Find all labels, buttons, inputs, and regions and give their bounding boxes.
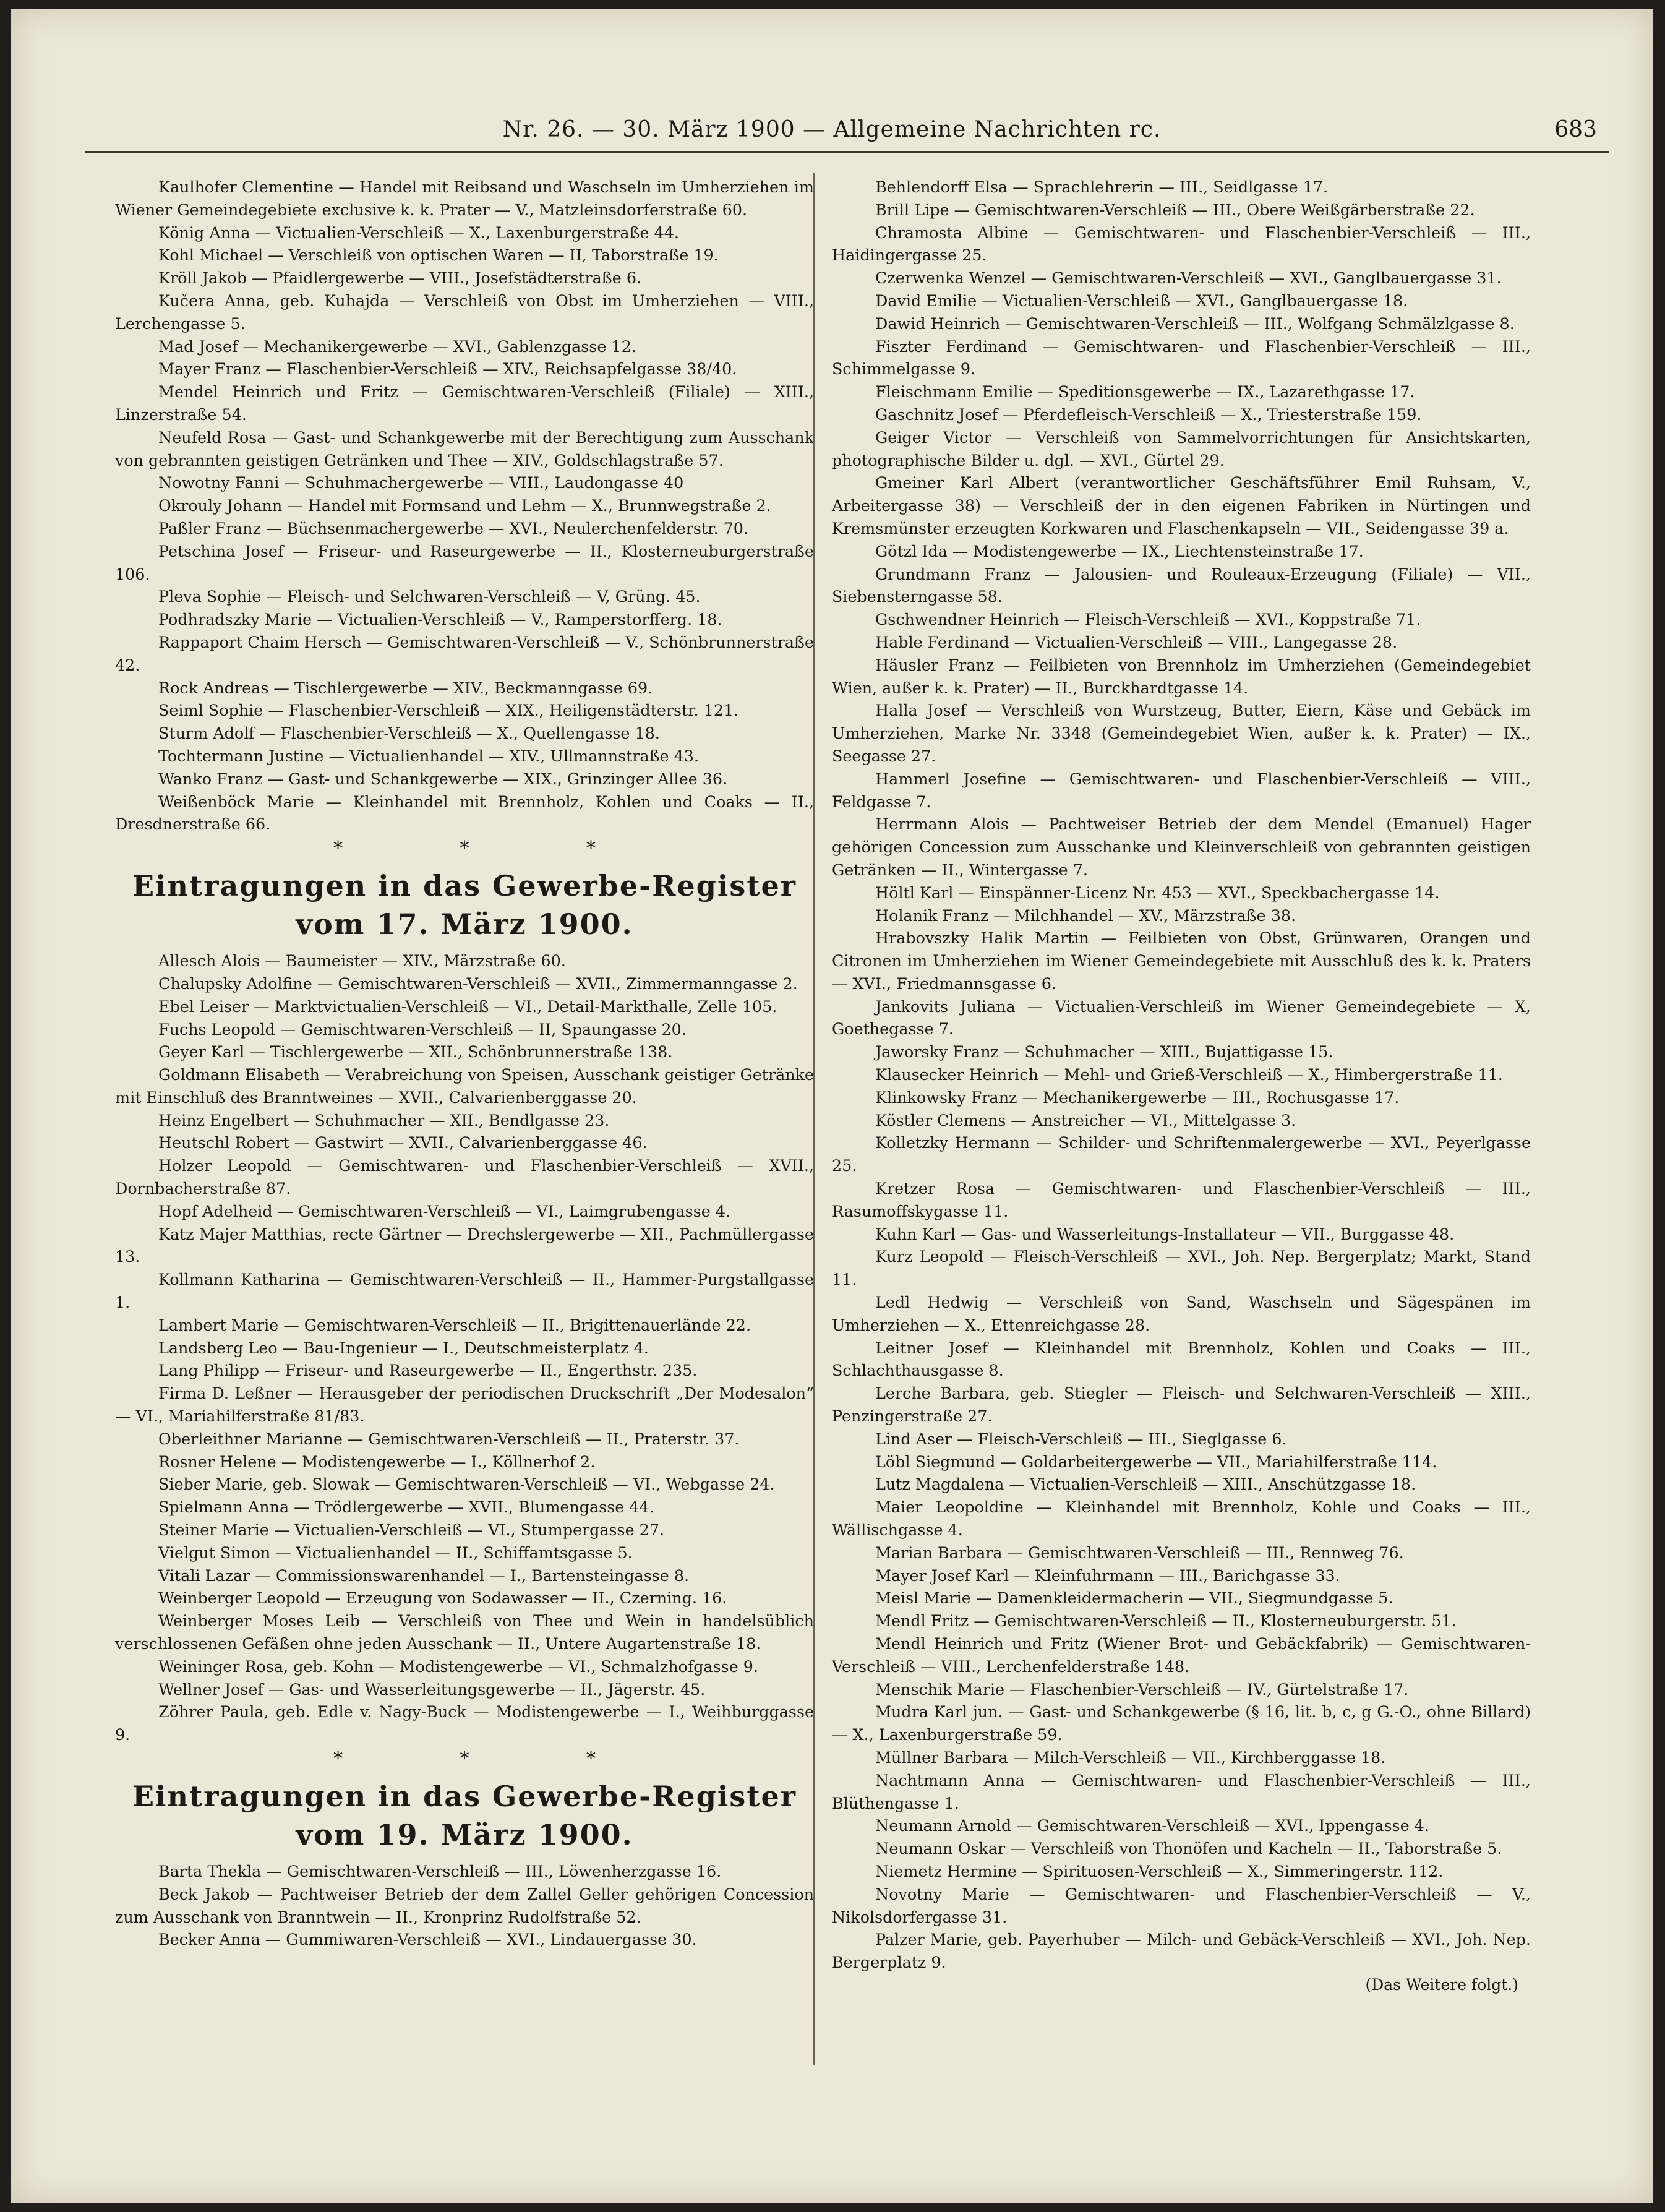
register-entry: Lang Philipp — Friseur- und Raseurgewerbe — II., Engerthstr. 235. [158,1361,698,1380]
register-entry: Gaschnitz Josef — Pferdefleisch-Verschleiß — X., Triesterstraße 159. [875,405,1422,424]
register-entry: Podhradszky Marie — Victualien-Verschleiß — V., Ramperstorfferg. 18. [158,610,722,629]
left-column [115,176,814,1951]
register-entry: Kurz Leopold — Fleisch-Verschleiß — XVI., Joh. Nep. Bergerplatz; Markt, Stand 11. [832,1247,1531,1289]
register-entry: Menschik Marie — Flaschenbier-Verschleiß — IV., Gürtelstraße 17. [875,1679,1409,1699]
register-entry: Kretzer Rosa — Gemischtwaren- und Flaschenbier-Verschleiß — III., Rasumoffskygasse 11. [832,1179,1531,1220]
register-entry: Maier Leopoldine — Kleinhandel mit Brennholz, Kohle und Coaks — III., Wällischgasse 4. [832,1498,1531,1540]
register-entry: Kohl Michael — Verschleiß von optischen Waren — II, Taborstraße 19. [158,246,719,265]
register-entry: Becker Anna — Gummiwaren-Verschleiß — XVI., Lindauergasse 30. [158,1930,697,1949]
register-entry: Köstler Clemens — Anstreicher — VI., Mittelgasse 3. [875,1110,1296,1130]
register-entry: Mendel Heinrich und Fritz — Gemischtwaren-Verschleiß (Filiale) — XIII., Linzerstraße 54. [115,382,814,424]
register-entry: Sieber Marie, geb. Slowak — Gemischtwaren-Verschleiß — VI., Webgasse 24. [158,1475,775,1494]
register-entry: Götzl Ida — Modistengewerbe — IX., Liechtensteinstraße 17. [875,541,1364,560]
register-entry: Geyer Karl — Tischlergewerbe — XII., Schönbrunnerstraße 138. [158,1042,673,1061]
section-heading-line2: vom 19. März 1900. [296,1818,633,1851]
register-entry: Löbl Siegmund — Goldarbeitergewerbe — VII., Mariahilferstraße 114. [875,1452,1437,1471]
register-entry: Firma D. Leßner — Herausgeber der periodischen Druckschrift „Der Modesalon“ — VI., Mariahilferstraße 81/83. [115,1384,814,1426]
register-entry: Mendl Fritz — Gemischtwaren-Verschleiß — II., Klosterneuburgerstr. 51. [875,1611,1457,1631]
register-entry: Kolletzky Hermann — Schilder- und Schriftenmalergewerbe — XVI., Peyerlgasse 25. [832,1133,1531,1175]
register-entry: Häusler Franz — Feilbieten von Brennholz im Umherziehen (Gemeindegebiet Wien, außer k. k. Prater) — II., Burckhardtgasse 14. [832,655,1531,697]
register-entry: Geiger Victor — Verschleiß von Sammelvorrichtungen für Ansichtskarten, photographische Bilder u. dgl. — XVI., Gürtel 29. [832,427,1531,469]
register-entry: Lind Aser — Fleisch-Verschleiß — III., Sieglgasse 6. [875,1429,1287,1448]
register-entry: Beck Jakob — Pachtweiser Betrieb der dem Zallel Geller gehörigen Concession zum Ausschank von Branntwein — II., Kronprinz Rudolfstraße 52. [115,1884,814,1926]
entries-march-19 [115,1860,814,1951]
register-entry: Leitner Josef — Kleinhandel mit Brennholz, Kohlen und Coaks — III., Schlachthausgasse 8. [832,1338,1531,1380]
register-entry: Meisl Marie — Damenkleidermacherin — VII., Siegmundgasse 5. [875,1588,1393,1608]
register-entry: Kaulhofer Clementine — Handel mit Reibsand und Waschseln im Umherziehen im Wiener Gemeindegebiete exclusive k. k. Prater — V., Matzleinsdorferstraße 60. [115,178,814,219]
register-entry: Nachtmann Anna — Gemischtwaren- und Flaschenbier-Verschleiß — III., Blüthengasse 1. [832,1770,1531,1812]
register-entry: Hopf Adelheid — Gemischtwaren-Verschleiß — VI., Laimgrubengasse 4. [158,1201,731,1220]
register-entry: Niemetz Hermine — Spirituosen-Verschleiß — X., Simmeringerstr. 112. [875,1861,1444,1880]
register-entry: Grundmann Franz — Jalousien- und Rouleaux-Erzeugung (Filiale) — VII., Siebensterngasse 58. [832,564,1531,606]
register-entry: Klinkowsky Franz — Mechanikergewerbe — III., Rochusgasse 17. [875,1087,1400,1107]
register-entry: Mudra Karl jun. — Gast- und Schankgewerbe (§ 16, lit. b, c, g G.-O., ohne Billard) — X., Laxenburgerstraße 59. [832,1702,1531,1744]
register-entry: Brill Lipe — Gemischtwaren-Verschleiß — III., Obere Weißgärberstraße 22. [875,200,1475,219]
register-entry: König Anna — Victualien-Verschleiß — X., Laxenburgerstraße 44. [158,223,679,242]
register-entry: Neufeld Rosa — Gast- und Schankgewerbe mit der Berechtigung zum Ausschank von gebrannten geistigen Getränken und Thee — XIV., Goldschlagstraße 57. [115,427,814,469]
register-entry: Heinz Engelbert — Schuhmacher — XII., Bendlgasse 23. [158,1110,610,1130]
page-number: 683 [1554,117,1597,142]
register-entry: Chalupsky Adolfine — Gemischtwaren-Verschleiß — XVII., Zimmermanngasse 2. [158,974,798,993]
right-entries [832,176,1531,1974]
register-entry: Novotny Marie — Gemischtwaren- und Flaschenbier-Verschleiß — V., Nikolsdorfergasse 31. [832,1884,1531,1926]
register-entry: Vielgut Simon — Victualienhandel — II., Schiffamtsgasse 5. [158,1543,633,1562]
section-heading-march-17 [115,867,814,943]
register-entry: Kröll Jakob — Pfaidlergewerbe — VIII., Josefstädterstraße 6. [158,268,642,288]
left-entries-continued [115,176,814,836]
register-entry: Nowotny Fanni — Schuhmachergewerbe — VIII., Laudongasse 40 [158,473,684,492]
register-entry: Gmeiner Karl Albert (verantwortlicher Geschäftsführer Emil Ruhsam, V., Arbeitergasse 38) — Verschleiß der in den eigenen Fabriken in Nürtingen und Kremsmünster erzeugten Korkwaren und Flaschenkapseln — VII., Seidengasse 39 a. [832,473,1531,538]
register-entry: Neumann Arnold — Gemischtwaren-Verschleiß — XVI., Ippengasse 4. [875,1816,1429,1835]
register-entry: Chramosta Albine — Gemischtwaren- und Flaschenbier-Verschleiß — III., Haidingergasse 25. [832,223,1531,265]
register-entry: Fuchs Leopold — Gemischtwaren-Verschleiß — II, Spaungasse 20. [158,1019,687,1039]
register-entry: Jankovits Juliana — Victualien-Verschleiß im Wiener Gemeindegebiete — X, Goethegasse 7. [832,997,1531,1039]
section-heading-march-19 [115,1777,814,1854]
header-rule [85,151,1609,153]
register-entry: Marian Barbara — Gemischtwaren-Verschleiß — III., Rennweg 76. [875,1543,1404,1562]
register-entry: Herrmann Alois — Pachtweiser Betrieb der dem Mendel (Emanuel) Hager gehörigen Concession zum Ausschanke und Kleinverschleiß von gebrannten geistigen Getränken — II., Wintergasse 7. [832,815,1531,879]
register-entry: Holzer Leopold — Gemischtwaren- und Flaschenbier-Verschleiß — XVII., Dornbacherstraße 87. [115,1156,814,1198]
register-entry: Tochtermann Justine — Victualienhandel — XIV., Ullmannstraße 43. [158,746,700,765]
section-separator-stars: * * * [333,838,652,860]
register-entry: Spielmann Anna — Trödlergewerbe — XVII., Blumengasse 44. [158,1498,654,1517]
register-entry: Oberleithner Marianne — Gemischtwaren-Verschleiß — II., Praterstr. 37. [158,1429,740,1448]
section-heading-line1: Eintragungen in das Gewerbe-Register [132,1780,797,1813]
newspaper-page [11,9,1653,2203]
register-entry: Kollmann Katharina — Gemischtwaren-Verschleiß — II., Hammer-Purgstallgasse 1. [115,1270,814,1312]
running-head-title: Nr. 26. — 30. März 1900 — Allgemeine Nachrichten rc. [502,117,1162,142]
register-entry: Gschwendner Heinrich — Fleisch-Verschleiß — XVI., Koppstraße 71. [875,610,1421,629]
right-column [832,176,1531,1997]
register-entry: Mayer Josef Karl — Kleinfuhrmann — III., Barichgasse 33. [875,1566,1340,1585]
register-entry: Weininger Rosa, geb. Kohn — Modistengewerbe — VI., Schmalzhofgasse 9. [158,1657,759,1676]
register-entry: Behlendorff Elsa — Sprachlehrerin — III., Seidlgasse 17. [875,178,1329,196]
register-entry: Czerwenka Wenzel — Gemischtwaren-Verschleiß — XVI., Ganglbauergasse 31. [875,268,1502,288]
register-entry: Ledl Hedwig — Verschleiß von Sand, Waschseln und Sägespänen im Umherziehen — X., Ettenreichgasse 28. [832,1293,1531,1334]
register-entry: Heutschl Robert — Gastwirt — XVII., Calvarienberggasse 46. [158,1133,648,1152]
register-entry: Pleva Sophie — Fleisch- und Selchwaren-Verschleiß — V, Grüng. 45. [158,587,701,606]
register-entry: Mad Josef — Mechanikergewerbe — XVI., Gablenzgasse 12. [158,337,636,356]
register-entry: Vitali Lazar — Commissionswarenhandel — I., Bartensteingasse 8. [158,1566,690,1585]
register-entry: Mendl Heinrich und Fritz (Wiener Brot- und Gebäckfabrik) — Gemischtwaren-Verschleiß — VIII., Lerchenfelderstraße 148. [832,1634,1531,1676]
register-entry: Dawid Heinrich — Gemischtwaren-Verschleiß — III., Wolfgang Schmälzlgasse 8. [875,314,1515,333]
register-entry: Jaworsky Franz — Schuhmacher — XIII., Bujattigasse 15. [875,1042,1333,1061]
register-entry: Okrouly Johann — Handel mit Formsand und Lehm — X., Brunnwegstraße 2. [158,496,771,515]
register-entry: Fiszter Ferdinand — Gemischtwaren- und Flaschenbier-Verschleiß — III., Schimmelgasse 9. [832,337,1531,379]
continuation-note: (Das Weitere folgt.) [1365,1975,1518,1994]
register-entry: Katz Majer Matthias, recte Gärtner — Drechslergewerbe — XII., Pachmüllergasse 13. [115,1224,814,1266]
register-entry: Landsberg Leo — Bau-Ingenieur — I., Deutschmeisterplatz 4. [158,1338,649,1357]
register-entry: Hammerl Josefine — Gemischtwaren- und Flaschenbier-Verschleiß — VIII., Feldgasse 7. [832,769,1531,811]
register-entry: Fleischmann Emilie — Speditionsgewerbe — IX., Lazarethgasse 17. [875,382,1415,401]
register-entry: Barta Thekla — Gemischtwaren-Verschleiß — III., Löwenherzgasse 16. [158,1862,722,1880]
register-entry: Hrabovszky Halik Martin — Feilbieten von Obst, Grünwaren, Orangen und Citronen im Umherziehen im Wiener Gemeindegebiete mit Ausschluß des k. k. Praters — XVI., Friedmannsgasse 6. [832,928,1531,993]
register-entry: Ebel Leiser — Marktvictualien-Verschleiß — VI., Detail-Markthalle, Zelle 105. [158,997,777,1016]
register-entry: Paßler Franz — Büchsenmachergewerbe — XVI., Neulerchenfelderstr. 70. [158,518,749,538]
register-entry: Petschina Josef — Friseur- und Raseurgewerbe — II., Klosterneuburgerstraße 106. [115,541,814,583]
section-separator-stars: * * * [333,1748,652,1770]
register-entry: Müllner Barbara — Milch-Verschleiß — VII., Kirchberggasse 18. [875,1747,1386,1767]
register-entry: Lerche Barbara, geb. Stiegler — Fleisch- und Selchwaren-Verschleiß — XIII., Penzingerstraße 27. [832,1384,1531,1426]
register-entry: Allesch Alois — Baumeister — XIV., Märzstraße 60. [158,951,566,971]
register-entry: Klausecker Heinrich — Mehl- und Grieß-Verschleiß — X., Himbergerstraße 11. [875,1065,1503,1084]
entries-march-17 [115,950,814,1746]
register-entry: Holanik Franz — Milchhandel — XV., Märzstraße 38. [875,906,1296,925]
register-entry: Wellner Josef — Gas- und Wasserleitungsgewerbe — II., Jägerstr. 45. [158,1679,706,1699]
register-entry: Rosner Helene — Modistengewerbe — I., Köllnerhof 2. [158,1452,596,1471]
column-divider [813,173,815,2065]
register-entry: Kuhn Karl — Gas- und Wasserleitungs-Installateur — VII., Burggasse 48. [875,1224,1455,1243]
register-entry: Halla Josef — Verschleiß von Wurstzeug, Butter, Eiern, Käse und Gebäck im Umherziehen, Marke Nr. 3348 (Gemeindegebiet Wien, außer k. k. Prater) — IX., Seegasse 27. [832,701,1531,765]
register-entry: Lambert Marie — Gemischtwaren-Verschleiß — II., Brigittenauerlände 22. [158,1315,751,1334]
register-entry: David Emilie — Victualien-Verschleiß — XVI., Ganglbauergasse 18. [875,291,1408,310]
running-header [11,117,1653,154]
register-entry: Goldmann Elisabeth — Verabreichung von Speisen, Ausschank geistiger Getränke mit Einschluß des Branntweines — XVII., Calvarienberggasse 20. [115,1065,814,1107]
register-entry: Weinberger Moses Leib — Verschleiß von Thee und Wein in handelsüblich verschlossenen Gefäßen ohne jeden Ausschank — II., Untere Augartenstraße 18. [115,1611,814,1653]
register-entry: Rappaport Chaim Hersch — Gemischtwaren-Verschleiß — V., Schönbrunnerstraße 42. [115,632,814,674]
section-heading-line2: vom 17. März 1900. [296,907,633,941]
register-entry: Weinberger Leopold — Erzeugung von Sodawasser — II., Czerning. 16. [158,1588,727,1608]
register-entry: Sturm Adolf — Flaschenbier-Verschleiß — X., Quellengasse 18. [158,724,660,743]
register-entry: Neumann Oskar — Verschleiß von Thonöfen und Kacheln — II., Taborstraße 5. [875,1839,1502,1858]
register-entry: Zöhrer Paula, geb. Edle v. Nagy-Buck — Modistengewerbe — I., Weihburggasse 9. [115,1702,814,1744]
section-heading-line1: Eintragungen in das Gewerbe-Register [132,869,797,903]
register-entry: Palzer Marie, geb. Payerhuber — Milch- und Gebäck-Verschleiß — XVI., Joh. Nep. Bergerplatz 9. [832,1930,1531,1972]
register-entry: Lutz Magdalena — Victualien-Verschleiß — XIII., Anschützgasse 18. [875,1475,1416,1494]
register-entry: Steiner Marie — Victualien-Verschleiß — VI., Stumpergasse 27. [158,1520,665,1540]
register-entry: Weißenböck Marie — Kleinhandel mit Brennholz, Kohlen und Coaks — II., Dresdnerstraße 66. [115,792,814,834]
register-entry: Rock Andreas — Tischlergewerbe — XIV., Beckmanngasse 69. [158,678,653,697]
register-entry: Mayer Franz — Flaschenbier-Verschleiß — XIV., Reichsapfelgasse 38/40. [158,359,737,379]
register-entry: Wanko Franz — Gast- und Schankgewerbe — XIX., Grinzinger Allee 36. [158,769,728,788]
register-entry: Kučera Anna, geb. Kuhajda — Verschleiß von Obst im Umherziehen — VIII., Lerchengasse 5. [115,291,814,333]
register-entry: Höltl Karl — Einspänner-Licenz Nr. 453 — XVI., Speckbachergasse 14. [875,883,1440,902]
register-entry: Seiml Sophie — Flaschenbier-Verschleiß — XIX., Heiligenstädterstr. 121. [158,701,739,720]
register-entry: Hable Ferdinand — Victualien-Verschleiß — VIII., Langegasse 28. [875,632,1398,651]
